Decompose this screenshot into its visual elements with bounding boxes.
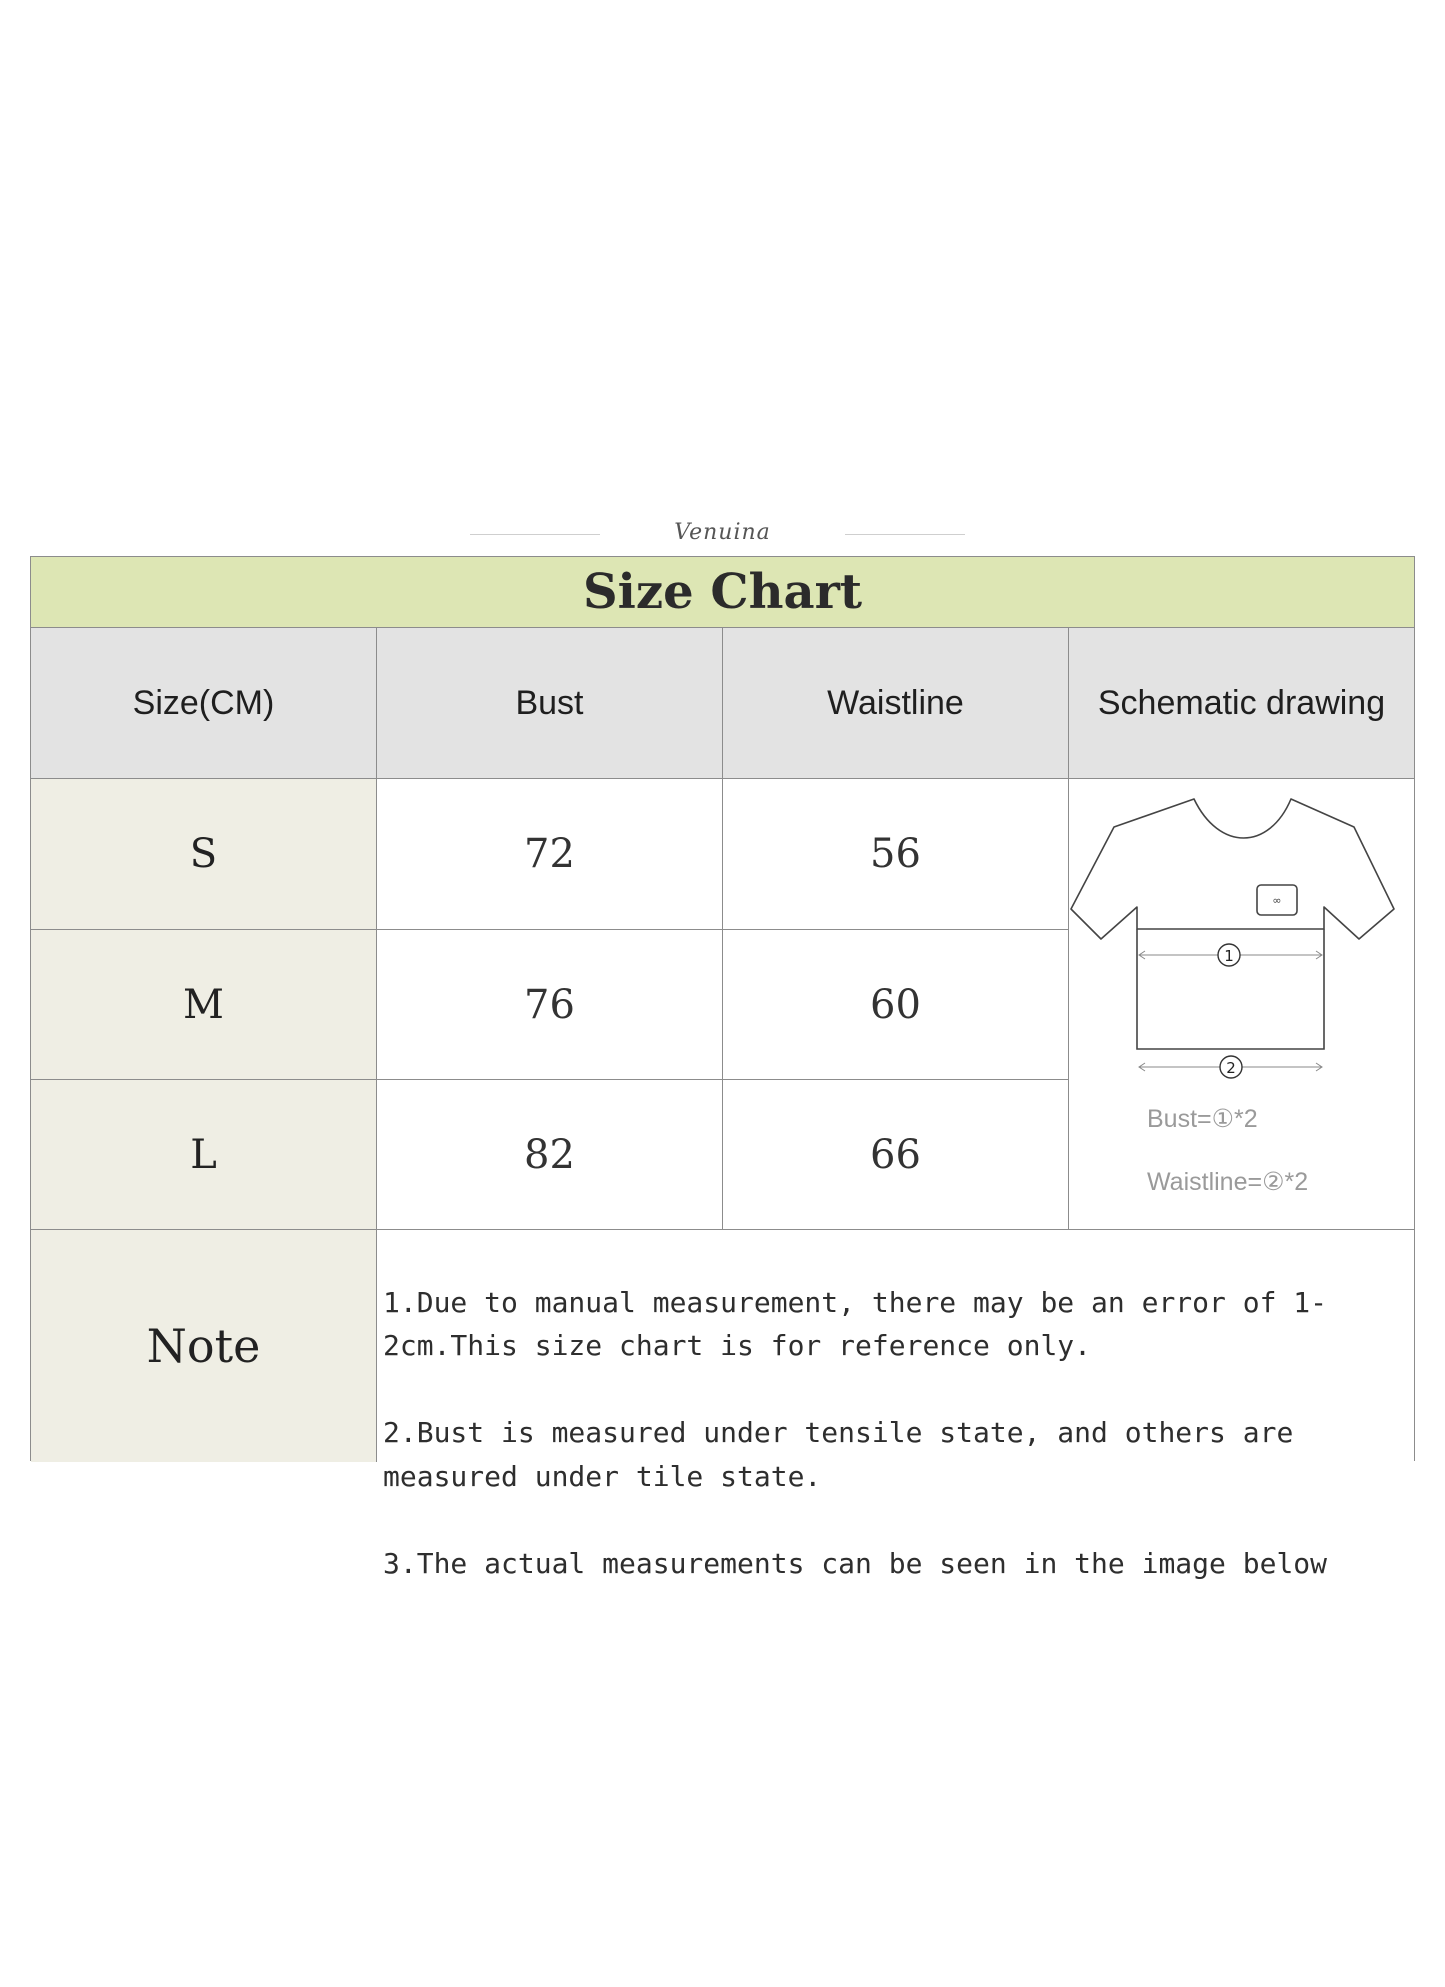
marker-2: 2 [1226, 1059, 1236, 1077]
chart-title: Size Chart [31, 557, 1414, 628]
tshirt-diagram [1069, 779, 1414, 1079]
note-line-3: 3.The actual measurements can be seen in the image below [383, 1546, 1328, 1580]
formula-bust: Bust=①*2 [1147, 1105, 1258, 1133]
grid-h1 [31, 778, 1414, 779]
size-m: M [31, 930, 376, 1079]
bust-m: 76 [377, 930, 722, 1079]
size-chart-table [30, 556, 1415, 1580]
grid-h4 [31, 1229, 1414, 1230]
brand-rule-right [845, 534, 965, 535]
header-bust: Bust [377, 628, 722, 778]
svg-text:∞: ∞ [1272, 894, 1282, 907]
formula-waistline: Waistline=②*2 [1147, 1168, 1309, 1196]
grid-v1 [376, 628, 377, 1462]
header-schematic: Schematic drawing [1069, 628, 1414, 778]
bust-s: 72 [377, 779, 722, 929]
waistline-s: 56 [723, 779, 1068, 929]
waistline-m: 60 [723, 930, 1068, 1079]
note-text [383, 1237, 1403, 1629]
grid-h2 [31, 929, 1069, 930]
waistline-l: 66 [723, 1080, 1068, 1229]
header-waistline: Waistline [723, 628, 1068, 778]
note-line-1: 1.Due to manual measurement, there may be an error of 1-2cm.This size chart is for reference only. [383, 1285, 1328, 1362]
marker-1: 1 [1224, 947, 1234, 965]
note-line-2: 2.Bust is measured under tensile state, and others are measured under tile state. [383, 1416, 1294, 1493]
note-label: Note [31, 1230, 376, 1462]
schematic-cell [1069, 779, 1414, 1229]
header-size: Size(CM) [31, 628, 376, 778]
size-s: S [31, 779, 376, 929]
brand-logo: Venuina [674, 520, 771, 545]
size-l: L [31, 1080, 376, 1229]
grid-h3 [31, 1079, 1069, 1080]
bust-l: 82 [377, 1080, 722, 1229]
